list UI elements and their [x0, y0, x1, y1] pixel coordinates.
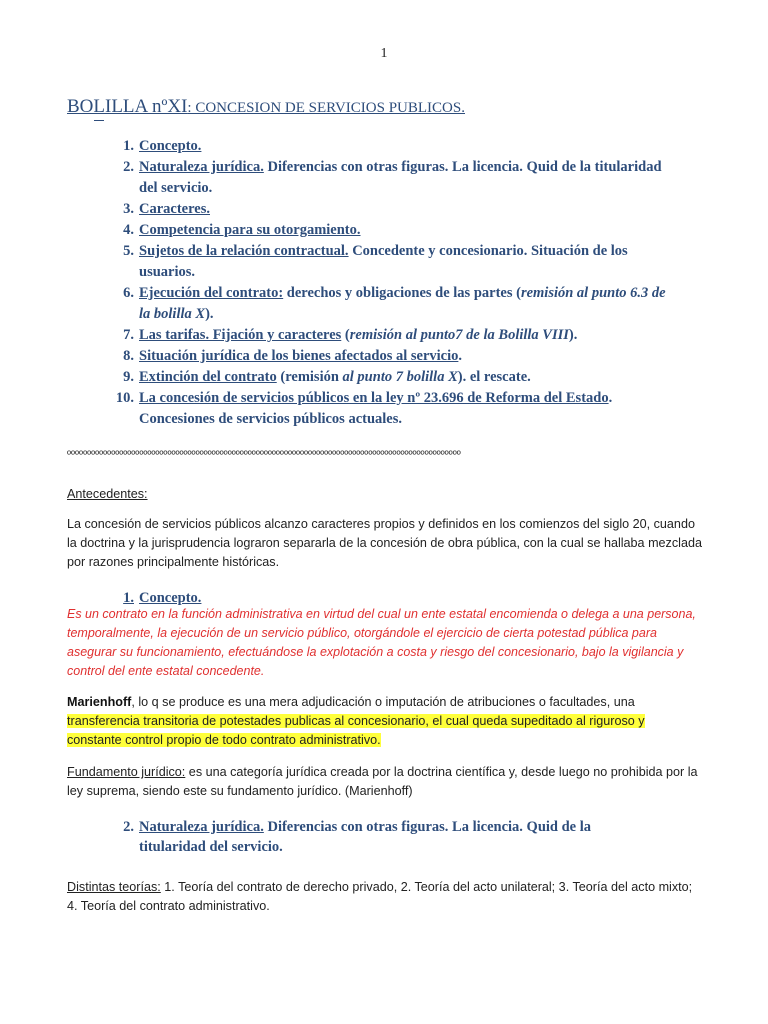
topic-reference: remisión al punto7 de la Bolilla VIII	[349, 327, 569, 343]
marienhoff-text: , lo q se produce es una mera adjudicación o imputación de atribuciones o facultades, una	[131, 695, 635, 709]
topic-end: ).	[205, 306, 214, 322]
fundamento-text: es una categoría jurídica creada por la doctrina científica y, desde luego no prohibida por la ley suprema, siendo este su fundamento jurídico. (Marienhoff)	[67, 765, 698, 798]
marienhoff-paragraph	[67, 693, 702, 750]
topic-end: . Concesiones de servicios públicos actuales.	[139, 390, 613, 427]
topic-number: 6.	[123, 285, 134, 301]
section-heading-naturaleza	[0, 817, 700, 857]
topic-end: ).	[568, 327, 578, 343]
antecedentes-heading: Antecedentes:	[67, 487, 148, 501]
topic-item	[0, 136, 679, 157]
topic-title: Extinción del contrato	[139, 369, 277, 385]
title-main: BOLILLA nºXI	[67, 96, 188, 117]
topic-title: Ejecución del contrato:	[139, 285, 284, 301]
topic-end: ). el rescate.	[457, 369, 531, 385]
concept-definition: Es un contrato en la función administrativa en virtud del cual un ente estatal encomienda o delega a una persona, temporalmente, la ejecución de un servicio público, otorgándole el ejercicio de cierta potestad pública para asegurar su funcionamiento, efectuándose la explotación a costa y riesgo del concesionario, bajo la vigilancia y control del ente estatal concedente.	[67, 607, 696, 678]
topic-title: Concepto.	[139, 138, 202, 154]
topic-item	[0, 388, 679, 430]
section-label: Concepto.	[139, 590, 202, 606]
topic-item	[0, 346, 679, 367]
topic-detail: derechos y obligaciones de las partes (	[283, 285, 521, 301]
section-number: 1.	[123, 590, 134, 606]
topic-detail: Diferencias con otras figuras. La licencia. Quid de la titularidad del servicio.	[139, 159, 662, 196]
topic-item	[0, 367, 679, 388]
author-name: Marienhoff	[67, 695, 132, 709]
section-label: Naturaleza jurídica.	[139, 819, 264, 835]
highlighted-text: transferencia transitoria de potestades publicas al concesionario, el cual queda supeditado al riguroso y constante control propio de todo contrato administrativo.	[67, 714, 645, 747]
topic-number: 10.	[115, 390, 134, 406]
topic-title: Competencia para su otorgamiento.	[139, 222, 361, 238]
topic-reference: al punto 7 bolilla X	[342, 369, 458, 385]
topic-item	[0, 157, 679, 199]
fundamento-paragraph	[67, 763, 702, 801]
title-dash	[94, 120, 104, 121]
topic-title: Naturaleza jurídica.	[139, 159, 264, 175]
title-sub: : CONCESION DE SERVICIOS PUBLICOS.	[187, 100, 465, 116]
separator-line: ºººººººººººººººººººººººººººººººººººººººººººººººººººººººººººººººººººººººººººººººººººººººººººººººººº	[67, 449, 461, 461]
topics-list	[0, 136, 679, 430]
page-number: 1	[380, 46, 388, 61]
topic-item	[0, 241, 679, 283]
section-detail: Diferencias con otras figuras. La licencia. Quid de la titularidad del servicio.	[139, 819, 592, 855]
topic-title: La concesión de servicios públicos en la ley nº 23.696 de Reforma del Estado	[139, 390, 609, 406]
topic-title: Las tarifas. Fijación y caracteres	[139, 327, 342, 343]
topic-title: Situación jurídica de los bienes afectados al servicio	[139, 348, 459, 364]
antecedentes-paragraph: La concesión de servicios públicos alcanzo caracteres propios y definidos en los comienzos del siglo 20, cuando la doctrina y la jurisprudencia lograron separarla de la concesión de obra pública, con la cual se hallaba mezclada por razones principalmente históricas.	[67, 517, 702, 569]
teorias-text: 1. Teoría del contrato de derecho privado, 2. Teoría del acto unilateral; 3. Teoría del acto mixto; 4. Teoría del contrato administrativo.	[67, 880, 693, 913]
teorias-label: Distintas teorías:	[67, 880, 161, 894]
topic-number: 7.	[123, 327, 134, 343]
topic-end: .	[458, 348, 463, 364]
topic-reference: remisión al punto 6.3 de la bolilla X	[139, 285, 666, 322]
topic-item	[0, 325, 679, 346]
fundamento-label: Fundamento jurídico:	[67, 765, 186, 779]
topic-number: 5.	[123, 243, 134, 259]
topic-title: Sujetos de la relación contractual.	[139, 243, 349, 259]
topic-number: 9.	[123, 369, 134, 385]
topic-detail: Concedente y concesionario. Situación de los usuarios.	[139, 243, 628, 280]
teorias-paragraph	[67, 878, 702, 916]
topic-title: Caracteres.	[139, 201, 210, 217]
topic-number: 3.	[123, 201, 134, 217]
topic-item	[0, 220, 679, 241]
document-title	[67, 96, 465, 118]
topic-item	[0, 199, 679, 220]
topic-detail: (	[341, 327, 350, 343]
topic-number: 1.	[123, 138, 134, 154]
topic-detail: (remisión	[276, 369, 343, 385]
topic-number: 4.	[123, 222, 134, 238]
topic-number: 8.	[123, 348, 134, 364]
topic-number: 2.	[123, 159, 134, 175]
section-number: 2.	[123, 819, 134, 835]
topic-item	[0, 283, 679, 325]
